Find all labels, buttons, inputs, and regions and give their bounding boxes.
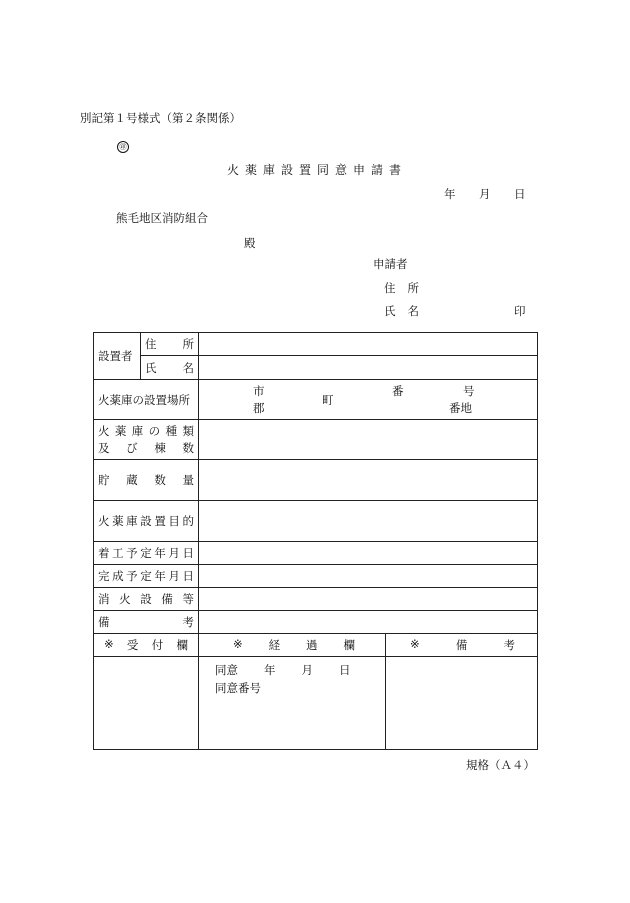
table-row: [94, 611, 538, 634]
label-char: 住: [145, 337, 157, 351]
progress-header: ※ 経 過 欄: [199, 634, 386, 657]
table-row: [94, 420, 538, 460]
table-row: [94, 356, 538, 380]
date-month: 月: [479, 187, 491, 201]
installer-address-label: [141, 333, 199, 356]
county-unit: 郡: [253, 401, 265, 415]
label-char: 名: [407, 304, 419, 318]
progress-field[interactable]: [199, 657, 386, 750]
title-char: 庫: [262, 163, 275, 177]
title-char: 意: [334, 163, 347, 177]
table-row: [94, 380, 538, 420]
applicant-label: 申請者: [373, 257, 408, 271]
purpose-label: 火 薬 庫 設 置 目 的: [94, 501, 199, 542]
title-char: 申: [352, 163, 365, 177]
table-row: [94, 333, 538, 356]
table-row: [94, 588, 538, 611]
date-day: 日: [514, 187, 526, 201]
remarks-label: 備 考: [94, 611, 199, 634]
table-row: [94, 542, 538, 565]
label-char: 名: [182, 360, 194, 375]
remarks-field[interactable]: [199, 611, 538, 634]
consent-number-label: 同意番号: [215, 681, 261, 695]
fire-equipment-field[interactable]: [199, 588, 538, 611]
purpose-field[interactable]: [199, 501, 538, 542]
kind-field[interactable]: [199, 420, 538, 460]
notes-header: ※ 備 考: [386, 634, 538, 657]
kind-label: 火 薬 庫 の 種 類 及 び 棟 数: [94, 420, 199, 460]
title-char: 同: [316, 163, 329, 177]
title-char: 薬: [244, 163, 257, 177]
recipient: 熊毛地区消防組合: [116, 211, 208, 225]
ban-unit: 番: [392, 384, 404, 398]
table-row: [94, 565, 538, 588]
label-char: 氏: [384, 304, 396, 318]
form-reference: 別記第１号様式（第２条関係）: [80, 111, 241, 125]
location-field[interactable]: [199, 380, 538, 420]
installer-name-field[interactable]: [199, 356, 538, 380]
application-form-table: [93, 332, 538, 750]
title-char: 請: [370, 163, 383, 177]
table-row: [94, 460, 538, 501]
start-date-label: 着 工 予 定 年 月 日: [94, 542, 199, 565]
installer-address-field[interactable]: [199, 333, 538, 356]
label-char: 住: [384, 281, 396, 295]
completion-date-label: 完 成 予 定 年 月 日: [94, 565, 199, 588]
size-note: 規格（Ａ４）: [466, 758, 535, 772]
start-date-field[interactable]: [199, 542, 538, 565]
table-row: [94, 657, 538, 750]
storage-label: 貯 蔵 数 量: [94, 460, 199, 501]
table-row: [94, 634, 538, 657]
label-char: 所: [182, 337, 194, 351]
label-char: 所: [407, 281, 419, 295]
honorific: 殿: [244, 236, 256, 250]
completion-date-field[interactable]: [199, 565, 538, 588]
banchi-unit: 番地: [449, 401, 472, 415]
document-title: [224, 161, 404, 178]
applicant-address-label: [384, 280, 419, 296]
seal-mark: 印: [514, 304, 526, 318]
notes-field[interactable]: [386, 657, 538, 750]
title-char: 書: [388, 163, 401, 177]
city-unit: 市: [253, 384, 265, 398]
title-char: 火: [226, 163, 239, 177]
applicant-name-label: [384, 303, 419, 319]
fire-equipment-label: 消 火 設 備 等: [94, 588, 199, 611]
reception-field[interactable]: [94, 657, 199, 750]
date-year: 年: [444, 187, 456, 201]
storage-field[interactable]: [199, 460, 538, 501]
consent-date-line: 同意 年 月 日: [215, 663, 351, 677]
town-unit: 町: [322, 393, 334, 407]
installer-label: 設置者: [94, 333, 141, 380]
installer-name-label: [141, 356, 199, 380]
table-row: [94, 501, 538, 542]
stamp-mark-icon: [117, 138, 129, 153]
title-char: 設: [280, 163, 293, 177]
label-char: 氏: [145, 360, 157, 375]
go-unit: 号: [463, 384, 475, 398]
stamp-mark-glyph: ㊞: [117, 141, 129, 153]
reception-header: ※ 受 付 欄: [94, 634, 199, 657]
title-char: 置: [298, 163, 311, 177]
location-label: 火薬庫の設置場所: [94, 380, 199, 420]
